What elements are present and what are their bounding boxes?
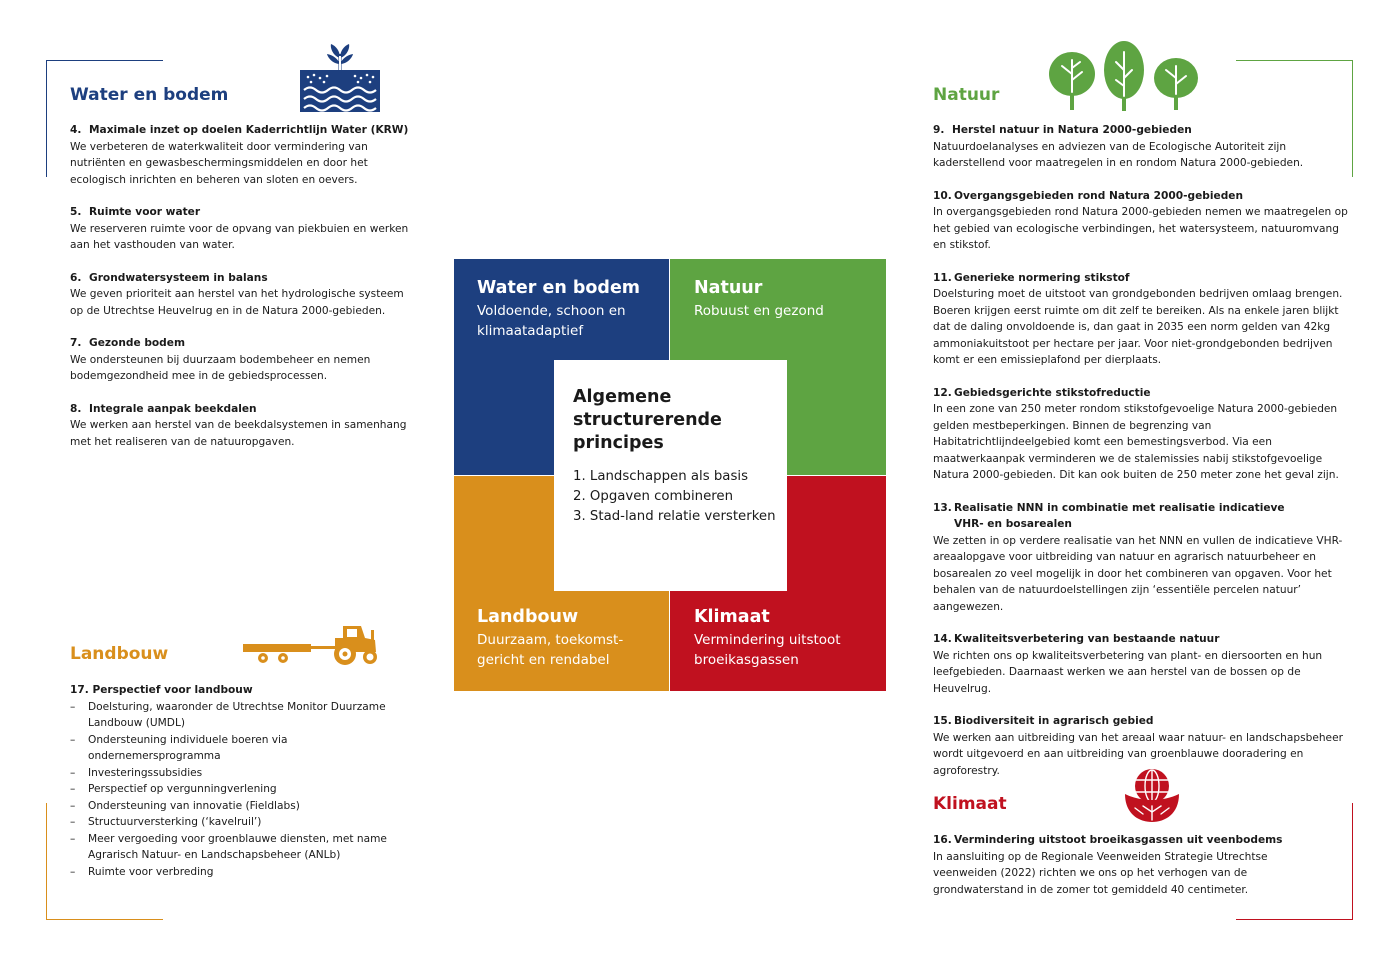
list-item: – Meer vergoeding voor groenblauwe diensten, met name Agrarisch Natuur- en Landschapsbeheer (ANLb) xyxy=(70,831,410,864)
water-item xyxy=(70,204,410,254)
nature-item xyxy=(933,270,1348,369)
agriculture-items xyxy=(70,682,410,880)
item-title: Realisatie NNN in combinatie met realisatie indicatieve VHR- en bosarealen xyxy=(954,501,1285,530)
item-number: 15. xyxy=(933,715,952,727)
item-title: 17. Perspectief voor landbouw xyxy=(70,684,253,696)
item-number: 6. xyxy=(70,271,82,284)
item-title: Gebiedsgerichte stikstofreductie xyxy=(954,386,1151,399)
item-body: In overgangsgebieden rond Natura 2000-gebieden nemen we maatregelen op het gebied van ecologische verbindingen, het watersysteem, natuuromvang en stikstof. xyxy=(933,206,1348,251)
item-body: In aansluiting op de Regionale Veenweiden Strategie Utrechtse veenweiden (2022) richten we ons op het verhogen van de grondwaterstand in de zomer tot gemiddeld 40 centimeter. xyxy=(933,850,1268,896)
item-body: Doelsturing moet de uitstoot van grondgebonden bedrijven omlaag brengen. Boeren krijgen eerst ruimte om dit zelf te bereiken. Als na enkele jaren blijkt dat de daling onvoldoende is, dan gaat in 2035 een norm gelden van 42kg ammoniakuitstoot per hectare per jaar. Voor niet-grondgebonden bedrijven komt er een emissieplafond per dierplaats. xyxy=(933,288,1343,366)
item-title: Vermindering uitstoot broeikasgassen uit veenbodems xyxy=(954,834,1283,846)
center-principles-box xyxy=(554,360,787,591)
item-number: 14. xyxy=(933,633,952,645)
water-items xyxy=(70,122,410,466)
list-item: – Doelsturing, waaronder de Utrechtse Monitor Duurzame Landbouw (UMDL) xyxy=(70,699,410,732)
item-title: Overgangsgebieden rond Natura 2000-gebieden xyxy=(954,189,1244,202)
item-number: 11. xyxy=(933,271,952,284)
quadrant-title: Water en bodem xyxy=(477,278,641,298)
item-body: Natuurdoelanalyses en adviezen van de Ecologische Autoriteit zijn kaderstellend voor maatregelen in en rondom Natura 2000-gebieden. xyxy=(933,140,1304,169)
nature-item xyxy=(933,500,1348,616)
list-item: – Ruimte voor verbreding xyxy=(70,864,410,881)
nature-item xyxy=(933,122,1348,172)
agriculture-heading: Landbouw xyxy=(70,644,169,664)
quadrant-subtitle: Voldoende, schoon en klimaatadaptief xyxy=(477,303,626,339)
nature-items xyxy=(933,122,1348,795)
climate-items xyxy=(933,832,1348,914)
quadrant-subtitle: Vermindering uitstoot broeikasgassen xyxy=(694,632,841,668)
water-item xyxy=(70,335,410,385)
nature-item xyxy=(933,385,1348,484)
item-body: We zetten in op verdere realisatie van het NNN en vullen de indicatieve VHR-areaalopgave voor uitbreiding van natuur en agrarisch natuurbeheer en bosarealen zo veel mogelijk in door het combineren van opgaven. Voor het behalen van de natuurdoelstellingen zijn ‘essentiële percelen natuur’ aangewezen. xyxy=(933,534,1343,613)
list-item: – Structuurversterking (‘kavelruil’) xyxy=(70,814,410,831)
water-heading: Water en bodem xyxy=(70,85,229,105)
item-number: 8. xyxy=(70,402,82,415)
item-number: 13. xyxy=(933,501,952,514)
nature-item xyxy=(933,631,1348,697)
water-item xyxy=(70,401,410,451)
item-body: We verbeteren de waterkwaliteit door vermindering van nutriënten en gewasbeschermingsmiddelen en door het ecologisch inrichten en beheren van sloten en oevers. xyxy=(70,140,368,186)
water-item xyxy=(70,122,410,188)
globe-leaves-icon xyxy=(1123,768,1181,824)
principles-list xyxy=(573,467,777,527)
nature-heading: Natuur xyxy=(933,85,1000,105)
item-title: Herstel natuur in Natura 2000-gebieden xyxy=(952,124,1192,136)
item-number: 4. xyxy=(70,124,82,136)
water-item xyxy=(70,270,410,320)
quadrant-title: Natuur xyxy=(694,278,763,298)
climate-heading: Klimaat xyxy=(933,794,1007,814)
list-item: 3. Stad-land relatie versterken xyxy=(573,509,776,524)
item-number: 9. xyxy=(933,124,945,136)
quadrant-subtitle: Robuust en gezond xyxy=(694,303,824,319)
quadrant-title: Landbouw xyxy=(477,607,579,627)
center-title: Algemene structurerende principes xyxy=(573,387,722,453)
list-item: – Perspectief op vergunningverlening xyxy=(70,781,410,798)
water-plant-icon xyxy=(300,44,380,112)
item-body: We werken aan herstel van de beekdalsystemen in samenhang met het realiseren van de natuuropgaven. xyxy=(70,419,407,448)
item-number: 12. xyxy=(933,386,952,399)
list-item: 2. Opgaven combineren xyxy=(573,489,734,504)
trees-icon xyxy=(1048,40,1200,112)
list-item: 1. Landschappen als basis xyxy=(573,469,749,484)
item-body: We richten ons op kwaliteitsverbetering van plant- en diersoorten en hun leefgebieden. Daarnaast werken we aan herstel van de bossen op de Heuvelrug. xyxy=(933,649,1323,695)
item-title: Kwaliteitsverbetering van bestaande natuur xyxy=(954,633,1220,645)
item-title: Maximale inzet op doelen Kaderrichtlijn Water (KRW) xyxy=(89,124,409,136)
item-title: Generieke normering stikstof xyxy=(954,271,1130,284)
item-body: We reserveren ruimte voor de opvang van piekbuien en werken aan het vasthouden van water. xyxy=(70,222,409,251)
item-body: We werken aan uitbreiding van het areaal waar natuur- en landschapsbeheer wordt uitgevoerd en aan uitbreiding van groenblauwe dooradering en agroforestry. xyxy=(933,731,1343,777)
climate-item xyxy=(933,832,1348,898)
quadrant-subtitle: Duurzaam, toekomstgericht en rendabel xyxy=(477,632,624,668)
item-number: 16. xyxy=(933,834,952,846)
item-body: We geven prioriteit aan herstel van het hydrologische systeem op de Utrechtse Heuvelrug en in de Natura 2000-gebieden. xyxy=(70,288,404,317)
item-number: 7. xyxy=(70,337,82,349)
item-body: We ondersteunen bij duurzaam bodembeheer en nemen bodemgezondheid mee in de gebiedsprocessen. xyxy=(70,353,371,382)
tractor-icon xyxy=(243,624,379,666)
item-title: Biodiversiteit in agrarisch gebied xyxy=(954,715,1154,727)
nature-item xyxy=(933,188,1348,254)
item-title: Gezonde bodem xyxy=(89,337,185,349)
item-title: Grondwatersysteem in balans xyxy=(89,271,268,284)
item-number: 10. xyxy=(933,189,952,202)
quadrant-title: Klimaat xyxy=(694,607,770,627)
agriculture-list xyxy=(70,699,410,881)
item-body: In een zone van 250 meter rondom stikstofgevoelige Natura 2000-gebieden gelden mestbeperkingen. Binnen de begrenzing van Habitatrichtlijndeelgebied komt een bemestingsverbod. Via een maatwerkaanpak verminderen we de stalemissies nabij stikstofgevoelige Natura 2000-gebieden. Dit kan ook buiten de 250 meter zone het geval zijn. xyxy=(933,403,1339,481)
list-item: – Ondersteuning van innovatie (Fieldlabs) xyxy=(70,798,410,815)
list-item: – Investeringssubsidies xyxy=(70,765,410,782)
list-item: – Ondersteuning individuele boeren via ondernemersprogramma xyxy=(70,732,410,765)
item-number: 5. xyxy=(70,206,82,218)
item-title: Ruimte voor water xyxy=(89,206,201,218)
item-title: Integrale aanpak beekdalen xyxy=(89,402,257,415)
